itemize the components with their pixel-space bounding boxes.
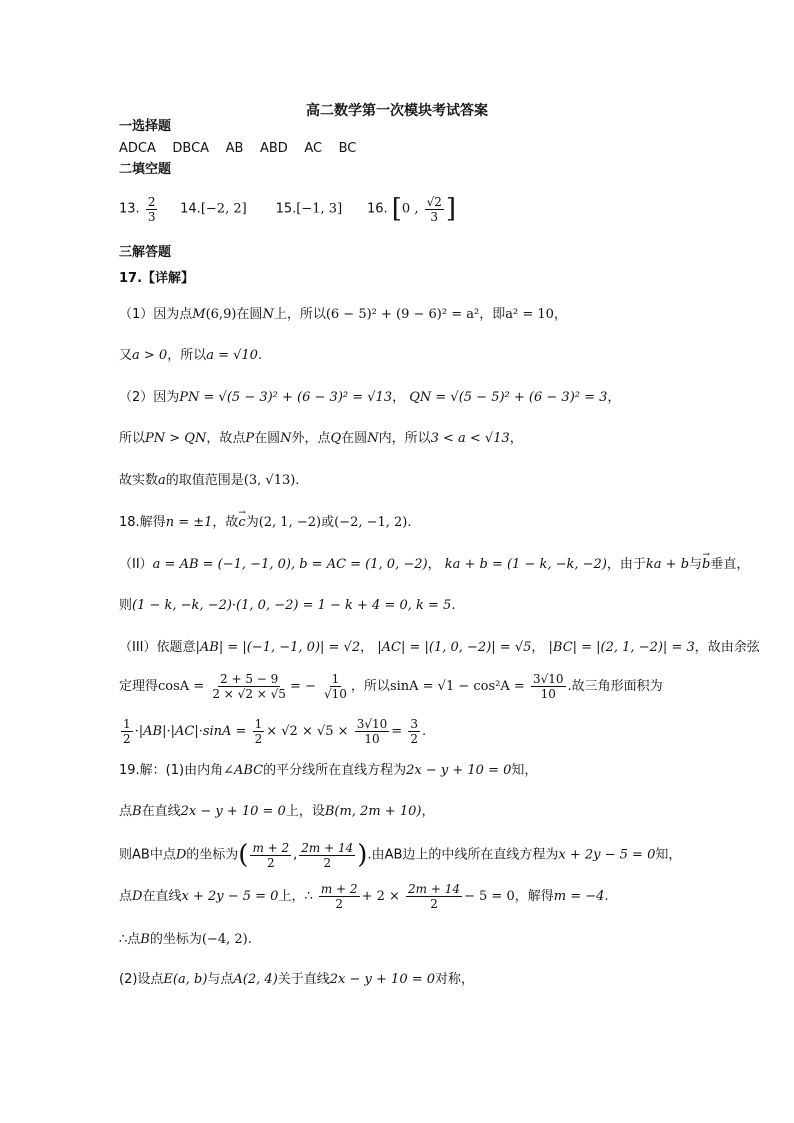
text: ，由于 <box>606 557 646 572</box>
text: ，故 <box>212 515 239 530</box>
text: ，所以 <box>350 679 390 694</box>
text: 垂直， <box>710 557 750 572</box>
text: 对称， <box>435 972 475 987</box>
frac <box>531 672 566 701</box>
p18-line5 <box>119 670 663 704</box>
math: P <box>245 431 255 446</box>
math: (6,9) <box>205 307 237 322</box>
math: − 5 = 0 <box>464 889 515 904</box>
text: （III）依题意 <box>119 640 196 655</box>
page-title: 高二数学第一次模块考试答案 <box>306 103 488 119</box>
text: 知， <box>655 847 682 863</box>
text: ∴点 <box>119 932 141 947</box>
q14-label: 14. <box>180 201 201 217</box>
text: 在圆 <box>254 431 281 446</box>
q13-label: 13. <box>119 201 140 217</box>
text: 18.解得 <box>119 515 166 530</box>
text: 在直线 <box>141 804 181 819</box>
den: 2 <box>335 897 344 911</box>
answer-group: AC <box>304 141 323 156</box>
num: 1 <box>331 672 340 686</box>
math: AB <box>384 847 403 863</box>
p19-line5 <box>119 931 252 949</box>
math: |AB| = |(−1, −1, 0)| = √2 <box>195 640 361 655</box>
p17-line5 <box>119 472 299 490</box>
text: 与 <box>689 557 703 572</box>
math: a > 0 <box>132 348 168 363</box>
text: 上，∴ <box>278 889 313 904</box>
math: ·|AB|·|AC|·sinA = <box>134 724 247 739</box>
p18-line3 <box>119 597 455 615</box>
section-solve: 三解答题 <box>119 245 172 260</box>
math: 2x − y + 10 = 0 <box>329 972 436 987</box>
math: (6 − 5)² + (9 − 6)² = a² <box>325 307 480 322</box>
text: 的坐标为 <box>149 932 202 947</box>
p18-line1 <box>119 514 412 532</box>
q16-den: 3 <box>430 209 439 224</box>
num: 2 + 5 − 9 <box>220 672 279 686</box>
math: cosA = <box>158 679 205 694</box>
text: 的坐标为 <box>186 847 239 863</box>
math: × √2 × √5 × <box>266 724 349 739</box>
math: PN > QN <box>145 431 207 446</box>
q13-num: 2 <box>147 194 156 209</box>
math: 2x − y + 10 = 0 <box>180 804 286 819</box>
frac <box>250 841 291 870</box>
math: (2, 1, −2) <box>258 515 322 530</box>
text: 点 <box>119 889 133 904</box>
text: 在圆 <box>236 307 263 322</box>
math: |AC| = |(1, 0, −2)| = √5 <box>377 640 532 655</box>
math: x + 2y − 5 = 0 <box>558 847 656 863</box>
p17-line1: （1）因为点M(6,9)在圆N上，所以(6 − 5)² + (9 − 6)² = a²，即a² = 10， <box>119 307 567 322</box>
p19-line1 <box>119 762 537 780</box>
bracket-open: [ <box>391 194 402 224</box>
frac <box>355 717 390 746</box>
math: (−2, −1, 2). <box>334 515 412 530</box>
frac <box>299 841 355 870</box>
text: 边上的中线所在直线方程为 <box>402 847 559 863</box>
frac <box>319 882 360 911</box>
den: 2 × √2 × √5 <box>212 687 286 701</box>
math: m = −4. <box>553 889 609 904</box>
text: .由 <box>367 847 385 863</box>
math: (1 − k, −k, −2)·(1, 0, −2) = 1 − k + 4 = 0, k = 5. <box>132 598 456 613</box>
p17-line2: 又a > 0，所以a = √10. <box>119 348 263 363</box>
p18-line2: （II）a = AB = (−1, −1, 0), b = AC = (1, 0, −2)， ka + b = (1 − k, −k, −2)，由于ka + b与→ b垂直， <box>119 556 749 574</box>
math: a² = 10 <box>505 307 554 322</box>
p19-line6 <box>119 971 474 989</box>
text: 则 <box>119 847 133 863</box>
math: M <box>192 307 206 322</box>
answer-group: AB <box>225 141 244 156</box>
math: 3 < a < √13 <box>430 431 510 446</box>
den: 2 <box>254 732 263 746</box>
text: 19.解：(1)由内角 <box>119 763 224 778</box>
math: + 2 × <box>361 889 400 904</box>
text: 或 <box>321 515 335 530</box>
text: 外，点 <box>291 431 331 446</box>
num: 1 <box>254 717 263 731</box>
text: ，解得 <box>514 889 554 904</box>
num: 3 <box>410 717 418 731</box>
text: 上，所以 <box>273 307 326 322</box>
math: . <box>421 724 427 739</box>
math: a = AB = (−1, −1, 0), b = AC = (1, 0, −2) <box>152 557 428 572</box>
q14-answer: [−2, 2] <box>200 201 247 217</box>
frac <box>406 882 462 911</box>
text: 上，设 <box>285 804 325 819</box>
text: 关于直线 <box>277 972 330 987</box>
paren-close: ) <box>357 840 368 870</box>
text: 的取值范围是 <box>165 473 244 488</box>
frac <box>408 717 420 746</box>
math: (3, √13). <box>243 473 300 488</box>
num: m + 2 <box>252 840 290 855</box>
den: √10 <box>324 687 347 701</box>
answer-group: BC <box>338 141 357 156</box>
text: 在直线 <box>142 889 182 904</box>
num: 3√10 <box>532 672 564 686</box>
p19-line3: 则AB中点D的坐标为( $\frac{m + 2}{2}$ , $\frac{2m + 14}{2}$ ).由AB边上的中线所在直线方程为x + 2y − 5 = 0知， <box>119 840 682 870</box>
p18-line6 <box>119 715 426 749</box>
p19-line2: 点B在直线2x − y + 10 = 0上，设B(m, 2m + 10)， <box>119 804 435 819</box>
num: 1 <box>123 717 131 731</box>
num: 2m + 14 <box>301 840 354 855</box>
frac <box>253 717 265 746</box>
den: 2 <box>430 897 438 911</box>
p18-line4: （III）依题意|AB| = |(−1, −1, 0)| = √2， |AC| = |(1, 0, −2)| = √5， |BC| = |(2, 1, −2)| = 3，故由余弦 <box>119 640 760 655</box>
p17-line3: （2）因为PN = √(5 − 3)² + (6 − 3)² = √13， QN = √(5 − 5)² + (6 − 3)² = 3， <box>119 390 621 405</box>
q15-answer: [−1, 3] <box>296 201 343 217</box>
fill-answers <box>119 192 456 227</box>
text: （1）因为点 <box>119 307 193 322</box>
math: N <box>262 307 274 322</box>
text: 故实数 <box>119 473 159 488</box>
math: Q <box>330 431 342 446</box>
q16-label: 16. <box>366 201 388 217</box>
text: (2)设点 <box>119 972 164 987</box>
answer-group: ABD <box>259 141 288 156</box>
math: D <box>175 847 187 863</box>
text: （2）因为 <box>119 390 180 405</box>
choice-answers <box>119 140 356 158</box>
den: 2 <box>323 855 332 870</box>
q15-label: 15. <box>275 201 297 217</box>
math: A(2, 4) <box>233 972 278 987</box>
math: B <box>140 932 150 947</box>
den: 10 <box>540 687 556 701</box>
section-choice: 一选择题 <box>119 119 172 134</box>
den: 2 <box>410 732 418 746</box>
text: ，故由余弦 <box>694 640 760 655</box>
math: N <box>280 431 292 446</box>
den: 2 <box>266 855 275 870</box>
text: 又 <box>119 348 133 363</box>
math: PN = √(5 − 3)² + (6 − 3)² = √13 <box>179 390 393 405</box>
den: 10 <box>364 732 380 746</box>
text: .故三角形面积为 <box>567 679 663 694</box>
q13-den: 3 <box>147 209 156 224</box>
text: 为 <box>245 515 259 530</box>
den: 2 <box>123 732 131 746</box>
q16-left: 0 , <box>401 201 419 217</box>
text: 所以 <box>119 431 146 446</box>
section-fill: 二填空题 <box>119 162 172 177</box>
paren-open: ( <box>238 840 249 870</box>
math: AB <box>132 847 150 863</box>
text: ，故点 <box>206 431 246 446</box>
text: 与点 <box>207 972 234 987</box>
text: 知， <box>511 763 538 778</box>
math: N <box>367 431 379 446</box>
math: → b <box>702 556 710 574</box>
math: D <box>132 889 143 904</box>
math: (−4, 2). <box>201 932 252 947</box>
text: 定理得 <box>119 679 159 694</box>
math: ∠ABC <box>223 763 264 778</box>
math: sinA = √1 − cos²A = <box>389 679 525 694</box>
text: ，所以 <box>167 348 207 363</box>
text: 的平分线所在直线方程为 <box>263 763 407 778</box>
text: 点 <box>119 804 133 819</box>
math: a <box>158 473 166 488</box>
answer-group: DBCA <box>172 141 210 156</box>
p17-line4: 所以PN > QN，故点P在圆N外，点Q在圆N内，所以3 < a < √13， <box>119 431 523 446</box>
text: 则 <box>119 598 133 613</box>
frac <box>121 717 133 746</box>
math: QN = √(5 − 5)² + (6 − 3)² = 3 <box>409 390 608 405</box>
num: 2m + 14 <box>408 882 460 896</box>
math: = <box>391 724 403 739</box>
text: 内，所以 <box>378 431 431 446</box>
math: = − <box>289 679 316 694</box>
math: x + 2y − 5 = 0 <box>181 889 279 904</box>
p19-line4 <box>119 880 609 914</box>
num: 3√10 <box>356 717 388 731</box>
math: 2x − y + 10 = 0 <box>406 763 512 778</box>
math: n = ±1 <box>165 515 213 530</box>
math: a = √10 <box>206 348 258 363</box>
text: （II） <box>119 557 153 572</box>
q13-fraction <box>146 195 158 224</box>
q16-num: √2 <box>426 194 442 209</box>
frac <box>322 672 349 701</box>
answer-group: ADCA <box>119 141 156 156</box>
text: 在圆 <box>341 431 368 446</box>
text: ，即 <box>479 307 506 322</box>
text: 中点 <box>149 847 176 863</box>
p17-heading: 17.【详解】 <box>119 271 195 286</box>
num: m + 2 <box>320 882 358 896</box>
math: |BC| = |(2, 1, −2)| = 3 <box>548 640 695 655</box>
math: E(a, b) <box>163 972 208 987</box>
math: ka + b <box>645 557 690 572</box>
math: B <box>132 804 142 819</box>
q16-fraction <box>425 195 444 224</box>
math: ka + b = (1 − k, −k, −2) <box>444 557 607 572</box>
math: B(m, 2m + 10) <box>324 804 422 819</box>
bracket-close: ] <box>445 194 457 224</box>
math: → c <box>238 514 245 532</box>
frac <box>210 672 288 701</box>
